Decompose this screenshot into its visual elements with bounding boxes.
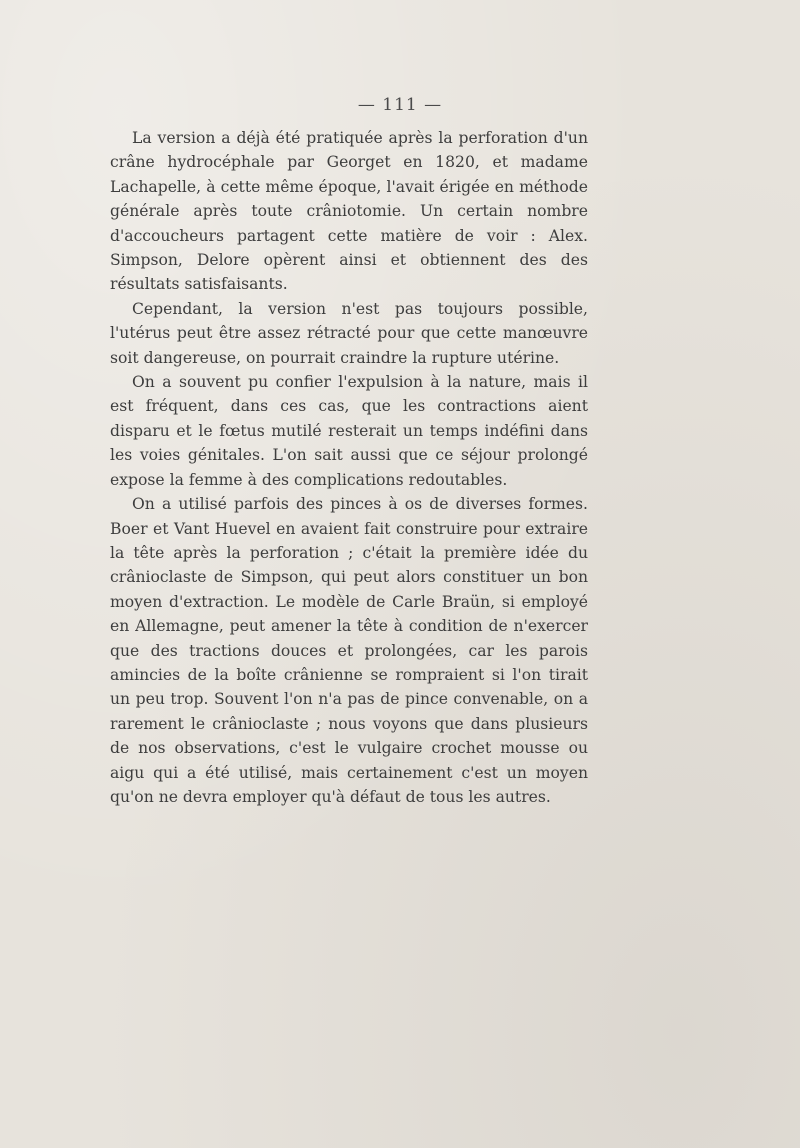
paragraph-2: Cependant, la version n'est pas toujours possible, l'utérus peut être assez rétracté pour que cette manœuvre soit dangereuse, on pourrait craindre la rupture utérine. bbox=[110, 299, 588, 367]
paragraph-3: On a souvent pu confier l'expulsion à la nature, mais il est fréquent, dans ces cas, que les contractions aient disparu et le fœtus mutilé resterait un temps indéfini dans les voies génitales. L'on sait aussi que ce séjour prolongé expose la femme à des complications redoutables. bbox=[110, 373, 588, 489]
body-text bbox=[110, 126, 588, 809]
page-number: — 111 — bbox=[357, 95, 443, 115]
paragraph-4: On a utilisé parfois des pinces à os de diverses formes. Boer et Vant Huevel en avaient fait construire pour extraire la tête après la perforation ; c'était la première idée du crânioclaste de Simpson, qui peut alors constituer un bon moyen d'extraction. Le modèle de Carle Braün, si employé en Allemagne, peut amener la tête à condition de n'exercer que des tractions douces et prolongées, car les parois amincies de la boîte crânienne se rompraient si l'on tirait un peu trop. Souvent l'on n'a pas de pince convenable, on a rarement le crânioclaste ; nous voyons que dans plusieurs de nos observations, c'est le vulgaire crochet mousse ou aigu qui a été utilisé, mais certainement c'est un moyen qu'on ne devra employer qu'à défaut de tous les autres. bbox=[110, 495, 588, 806]
paragraph-1: La version a déjà été pratiquée après la perforation d'un crâne hydrocéphale par Georget en 1820, et madame Lachapelle, à cette même époque, l'avait érigée en méthode générale après toute crâniotomie. Un certain nombre d'accoucheurs partagent cette matière de voir : Alex. Simpson, Delore opèrent ainsi et obtiennent des des résultats satisfaisants. bbox=[110, 129, 588, 294]
